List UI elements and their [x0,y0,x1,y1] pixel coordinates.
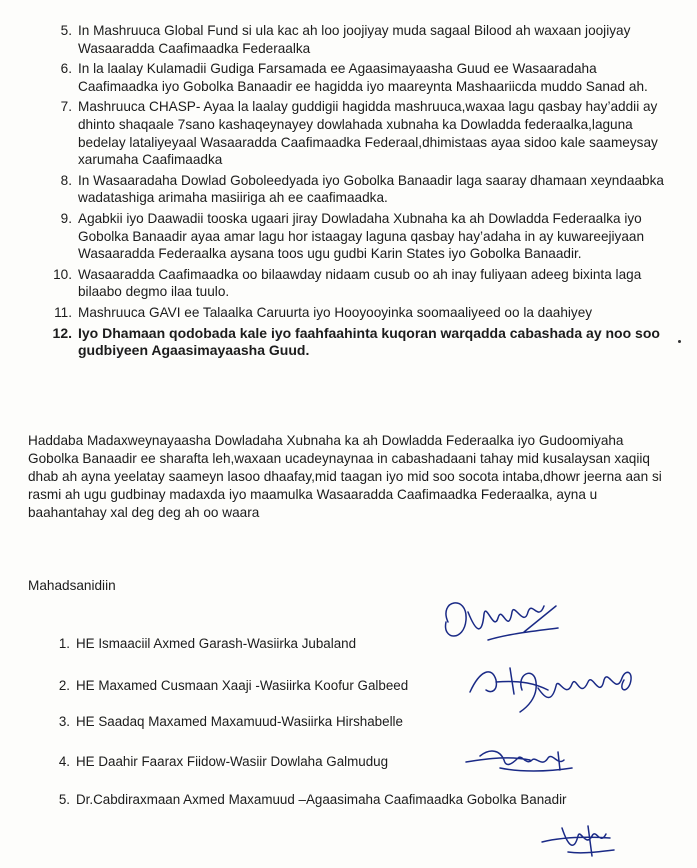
list-item [28,22,668,57]
signatory-item [28,792,567,807]
closing-text: Mahadsanidiin [28,578,116,593]
signatory-name: HE Saadaq Maxamed Maxamuud-Wasiirka Hirshabelle [76,714,403,729]
body-paragraph: Haddaba Madaxweynayaasha Dowladaha Xubnaha ka ah Dowladda Federaalka iyo Gudoomiyaha Gobolka Banaadir ee sharafta leh,waxaan ucadeynaynaa in cabashadaani tahay mid kusalaysan xaqiiq dhab ah ayna yeelatay saameyn lasoo dhaafay,mid taagan iyo mid soo socota intaba,dhowr jeerna aan si rasmi ah ugu gudbinay madaxda iyo maamulka Wasaaradda Caafimaadka Federaalka, ayna u baahantahay xal deg deg ah oo waara [28,433,662,520]
list-item [28,304,668,322]
signatory-item [28,754,388,769]
list-item-text: Mashruuca CHASP- Ayaa la laalay guddigii hagidda mashruuca,waxaa lagu qasbay hay’addii ay dhinto shaqaale 7sano kashaqeynayey dowlahada xubnaha ka Dowladda federaalka,laguna bedelay lataliyeyaal Wasaaradda Caafimaadka Federaal,dhimistaas ayaa sidoo kale saameysay xarumaha Caafimaadka [78,99,658,168]
signatory-item [28,678,408,693]
list-item-number: 9. [60,210,72,226]
list-item-text: Wasaaradda Caafimaadka oo bilaawday nidaam cusub oo ah inay fuliyaan adeeg bixinta laga bilaabo degmo ilaa tuulo. [78,266,642,300]
signatory-item [28,636,356,651]
list-item [28,210,668,263]
list-item-number: 7. [60,99,72,115]
signatory-number: 2. [58,678,70,693]
signatory-name: Dr.Cabdiraxmaan Axmed Maxamuud –Agaasimaha Caafimaadka Gobolka Banadir [76,792,567,807]
signatory-number: 4. [58,754,70,769]
signature-4-icon [460,744,580,776]
signature-1-icon [428,592,568,652]
list-item [28,325,668,360]
list-item-text: In Mashruuca Global Fund si ula kac ah loo joojiyay muda sagaal Bilood ah waxaan joojiyay Wasaaradda Caafimaadka Federaalka [78,23,631,56]
list-item-number: 5. [60,23,72,38]
complaint-list [28,22,668,363]
signatory-name: HE Ismaaciil Axmed Garash-Wasiirka Jubaland [76,636,357,651]
signature-3-icon [512,660,652,718]
list-item-number: 12. [52,324,72,341]
list-item-number: 8. [60,172,72,188]
signature-5-icon [538,822,622,862]
list-item [28,60,668,95]
signatory-number: 1. [58,636,70,651]
list-item [28,266,668,301]
list-item-text: Mashruuca GAVI ee Talaalka Caruurta iyo Hooyooyinka soomaaliyeed oo la daahiyey [78,304,593,320]
list-item [28,98,668,168]
signatory-name: HE Daahir Faarax Fiidow-Wasiir Dowlaha Galmudug [76,754,389,769]
list-item-text: Iyo Dhamaan qodobada kale iyo faahfaahinta kuqoran warqadda cabashada ay noo soo gudbiyeen Agaasimayaasha Guud. [78,324,660,359]
list-item-text: Agabkii iyo Daawadii tooska ugaari jiray Dowladaha Xubnaha ka ah Dowladda Federaalka iyo Gobolka Banaadir ayaa amar lagu hor istaagay laguna qasbay hay’adaha in ay kuwareejiyaan Wasaaradda Federaalka aysana toos ugu gudbi Karin States iyo Gobolka Banaadir. [78,210,645,262]
list-item-number: 10. [53,266,72,282]
signatory-number: 3. [58,714,70,729]
list-item-text: In la laalay Kulamadii Gudiga Farsamada ee Agaasimayaasha Guud ee Wasaaradaha Caafimaadka iyo Gobolka Banaadir ee hagidda iyo maareynta Mashaariicda muddo Sanad ah. [78,61,648,94]
list-item-number: 11. [54,304,72,320]
list-item-text: In Wasaaradaha Dowlad Goboleedyada iyo Gobolka Banaadir laga saaray dhamaan xeyndaabka wadatashiga arimaha masiiriga ah ee caafimaadka. [78,172,664,206]
signatory-name: HE Maxamed Cusmaan Xaaji -Wasiirka Koofur Galbeed [76,678,409,693]
stray-ink-dot [678,340,681,343]
signatory-item [28,714,403,729]
signatory-number: 5. [58,792,70,807]
list-item [28,172,668,207]
list-item-number: 6. [60,61,72,77]
